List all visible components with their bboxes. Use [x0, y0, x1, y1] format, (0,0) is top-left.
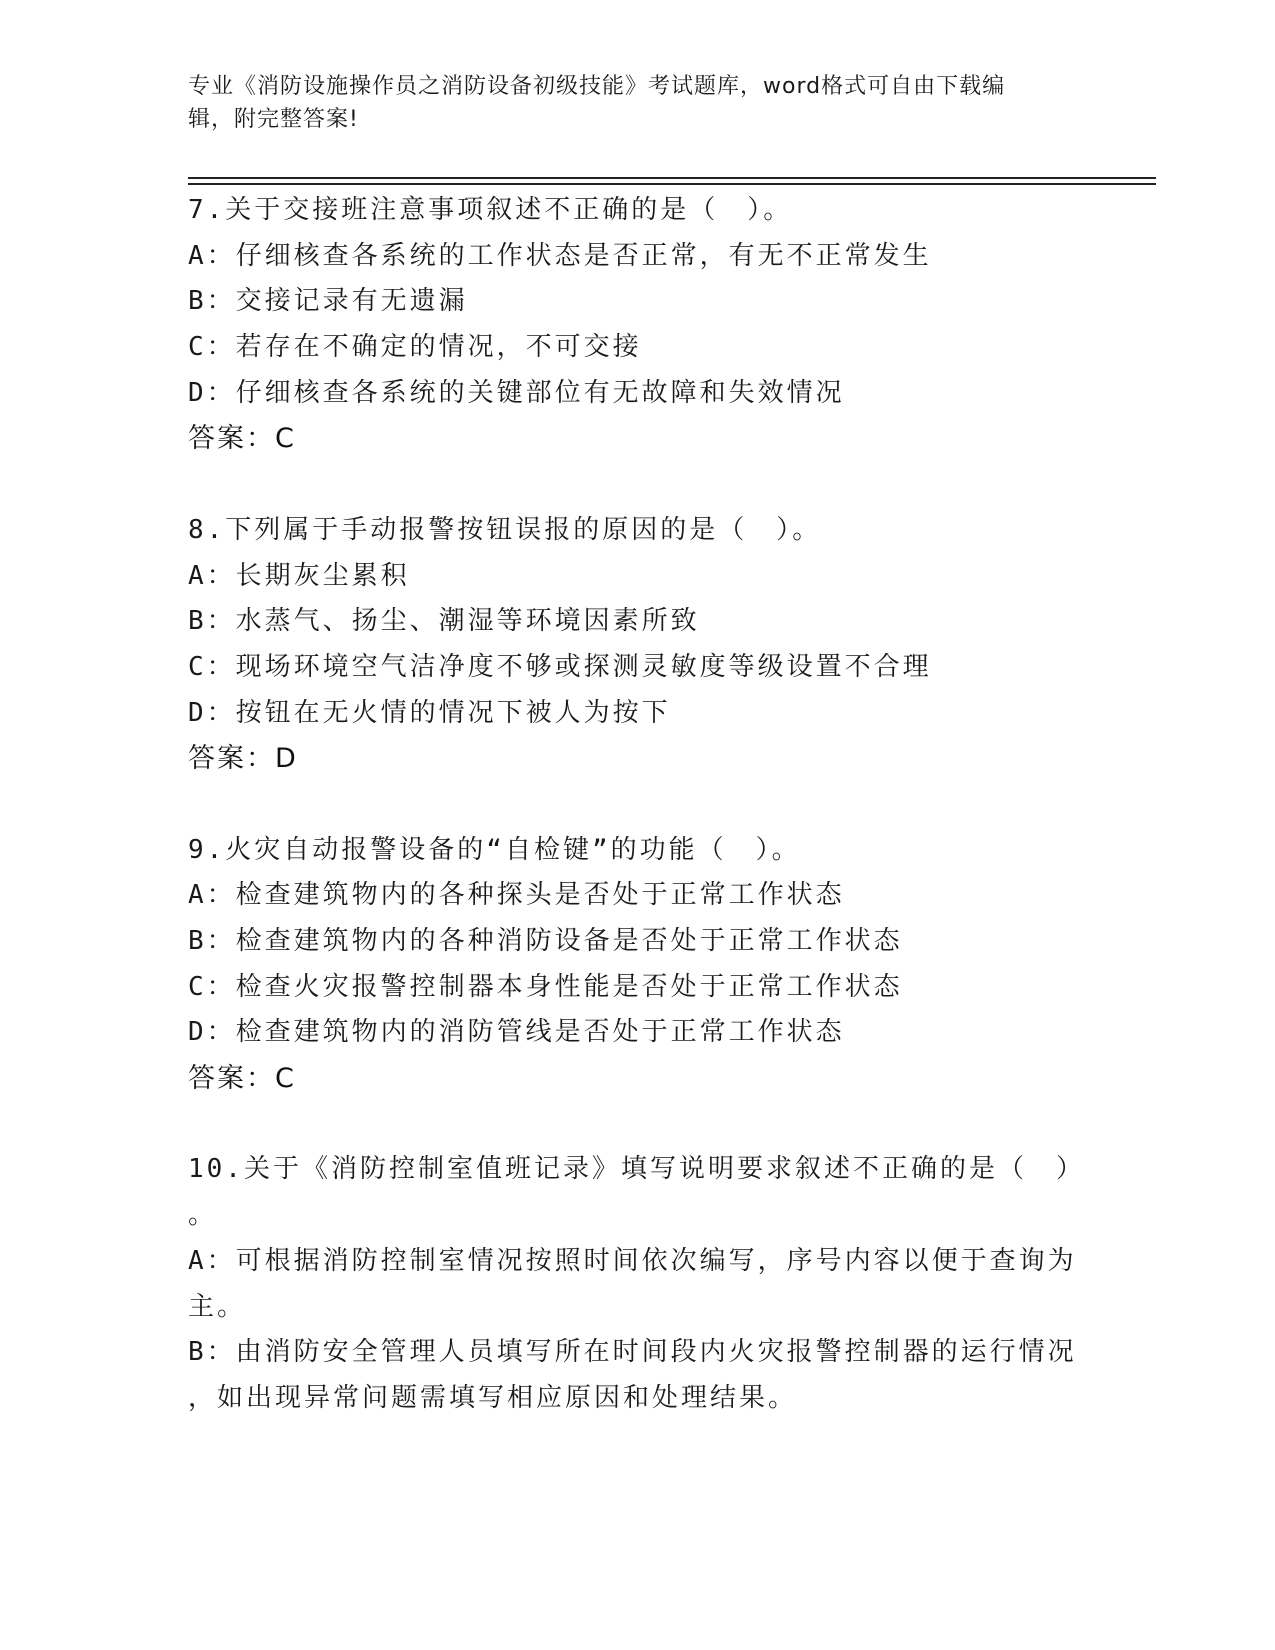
option-b-line-1: B：由消防安全管理人员填写所在时间段内火灾报警控制器的运行情况: [188, 1337, 1077, 1368]
question-stem: 9.火灾自动报警设备的“自检键”的功能（ ）。: [188, 834, 801, 865]
question-block: [188, 1147, 1088, 1421]
option-c: C：若存在不确定的情况，不可交接: [188, 332, 642, 363]
option-d: D：仔细核查各系统的关键部位有无故障和失效情况: [188, 377, 845, 408]
question-block: [188, 188, 1088, 462]
spacer: [188, 462, 1088, 508]
option-d: D：检查建筑物内的消防管线是否处于正常工作状态: [188, 1017, 845, 1048]
option-b: B：交接记录有无遗漏: [188, 286, 468, 317]
option-b: B：水蒸气、扬尘、潮湿等环境因素所致: [188, 606, 700, 637]
option-c: C：检查火灾报警控制器本身性能是否处于正常工作状态: [188, 971, 903, 1002]
answer-line: 答案：C: [188, 423, 296, 455]
spacer: [188, 782, 1088, 828]
answer-line: 答案：C: [188, 1063, 296, 1095]
question-stem: 8.下列属于手动报警按钮误报的原因的是（ ）。: [188, 514, 822, 545]
header-divider-bottom: [188, 183, 1156, 185]
option-b-line-2: ，如出现异常问题需填写相应原因和处理结果。: [188, 1382, 798, 1413]
option-a: A：检查建筑物内的各种探头是否处于正常工作状态: [188, 880, 845, 911]
header-line-1: 专业《消防设施操作员之消防设备初级技能》考试题库，word格式可自由下载编: [188, 74, 1006, 99]
option-a: A：仔细核查各系统的工作状态是否正常，有无不正常发生: [188, 240, 932, 271]
header-line-2: 辑，附完整答案!: [188, 107, 359, 132]
header-divider-top: [188, 177, 1156, 179]
answer-line: 答案：D: [188, 743, 298, 775]
option-a-line-2: 主。: [188, 1291, 247, 1322]
document-header: [188, 70, 1088, 136]
option-a: A：长期灰尘累积: [188, 560, 410, 591]
question-stem-line-1: 10.关于《消防控制室值班记录》填写说明要求叙述不正确的是（ ）: [188, 1154, 1085, 1185]
question-block: [188, 508, 1088, 782]
question-list: [188, 188, 1088, 1422]
spacer: [188, 1102, 1088, 1148]
question-block: [188, 828, 1088, 1102]
option-b: B：检查建筑物内的各种消防设备是否处于正常工作状态: [188, 926, 903, 956]
option-d: D：按钮在无火情的情况下被人为按下: [188, 697, 671, 728]
option-a-line-1: A：可根据消防控制室情况按照时间依次编写，序号内容以便于查询为: [188, 1245, 1077, 1276]
question-stem: 7.关于交接班注意事项叙述不正确的是（ ）。: [188, 195, 793, 225]
option-c: C：现场环境空气洁净度不够或探测灵敏度等级设置不合理: [188, 651, 932, 682]
question-stem-line-2: 。: [188, 1200, 218, 1231]
